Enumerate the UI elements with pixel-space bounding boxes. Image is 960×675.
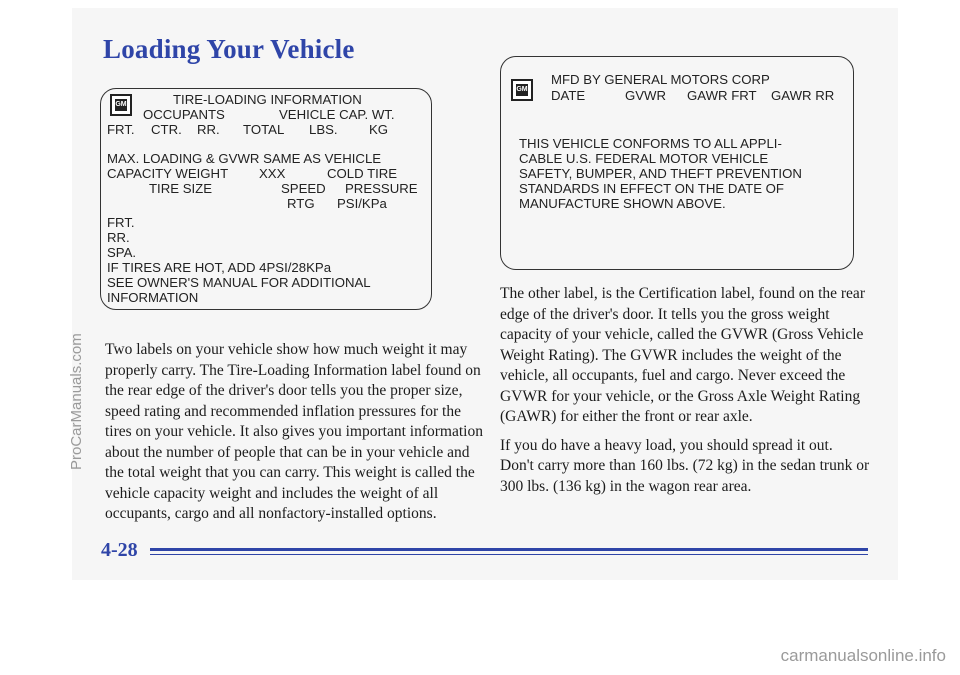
gm-logo-icon: GM [110,94,132,116]
tire-label-frt: FRT. [107,122,135,137]
tire-label-xxx: XXX [259,166,286,181]
tire-loading-label [100,88,432,310]
cert-label-gvwr: GVWR [625,88,667,103]
tire-label-speed: SPEED [281,181,326,196]
tire-label-pressure: PRESSURE [345,181,418,196]
tire-label-row-rr: RR. [107,230,130,245]
tire-label-row-frt: FRT. [107,215,135,230]
tire-label-total: TOTAL [243,122,285,137]
footer-rule-thin [150,554,868,555]
tire-label-hot-note: IF TIRES ARE HOT, ADD 4PSI/28KPa [107,260,332,275]
tire-label-max-loading: MAX. LOADING & GVWR SAME AS VEHICLE [107,151,382,166]
cert-label-line2: CABLE U.S. FEDERAL MOTOR VEHICLE [519,151,769,166]
cert-label-line3: SAFETY, BUMPER, AND THEFT PREVENTION [519,166,802,181]
tire-label-lbs: LBS. [309,122,338,137]
cert-label-mfd: MFD BY GENERAL MOTORS CORP [551,72,770,87]
body-paragraphs-right [500,284,870,505]
tire-label-row-spa: SPA. [107,245,137,260]
tire-label-rtg: RTG [287,196,315,211]
tire-label-ctr: CTR. [151,122,182,137]
cert-label-gawr-frt: GAWR FRT [687,88,757,103]
cert-label-line4: STANDARDS IN EFFECT ON THE DATE OF [519,181,784,196]
tire-label-occupants: OCCUPANTS [143,107,225,122]
page-title: Loading Your Vehicle [103,34,355,64]
tire-label-capacity-weight: CAPACITY WEIGHT [107,166,229,181]
footer-rule-thick [150,548,868,551]
side-watermark: ProCarManuals.com [68,333,85,470]
gm-logo-icon: GM [511,79,533,101]
certification-label [500,56,854,270]
tire-label-see-manual: SEE OWNER'S MANUAL FOR ADDITIONAL [107,275,371,290]
tire-label-cold-tire: COLD TIRE [327,166,398,181]
cert-label-line1: THIS VEHICLE CONFORMS TO ALL APPLI- [519,136,782,151]
page-number: 4-28 [101,539,138,561]
tire-label-rr: RR. [197,122,220,137]
tire-label-kg: KG [369,122,389,137]
tire-label-vehicle-cap: VEHICLE CAP. WT. [279,107,395,122]
tire-label-psi: PSI/KPa [337,196,387,211]
paragraph-heavy-load: If you do have a heavy load, you should spread it out. Don't carry more than 160 lbs. (72 kg) in the sedan trunk or 300 lbs. (136 kg) in the wagon rear area. [500,436,870,495]
bottom-watermark: carmanualsonline.info [780,646,946,665]
tire-label-heading: TIRE-LOADING INFORMATION [173,92,362,107]
tire-label-tire-size: TIRE SIZE [149,181,213,196]
cert-label-date: DATE [551,88,586,103]
paragraph-two-labels: Two labels on your vehicle show how much weight it may properly carry. The Tire-Loading Information label found on the rear edge of the driver's door tells you the proper size, speed rating and recommended inflation pressures for the tires on your vehicle. It also gives you important information about the number of people that can be in your vehicle and the total weight that you can carry. This weight is called the vehicle capacity weight and includes the weight of all occupants, cargo and all nonfactory-installed options. [105,341,483,522]
cert-label-line5: MANUFACTURE SHOWN ABOVE. [519,196,726,211]
cert-label-gawr-rr: GAWR RR [771,88,835,103]
tire-label-information: INFORMATION [107,290,199,305]
body-paragraph-left [105,340,485,533]
paragraph-certification-label: The other label, is the Certification label, found on the rear edge of the driver's door. It tells you the gross weight capacity of your vehicle, called the GVWR (Gross Vehicle Weight Rating). The GVWR includes the weight of the vehicle, all occupants, fuel and cargo. Never exceed the GVWR for your vehicle, or the Gross Axle Weight Rating (GAWR) for either the front or rear axle. [500,285,865,425]
